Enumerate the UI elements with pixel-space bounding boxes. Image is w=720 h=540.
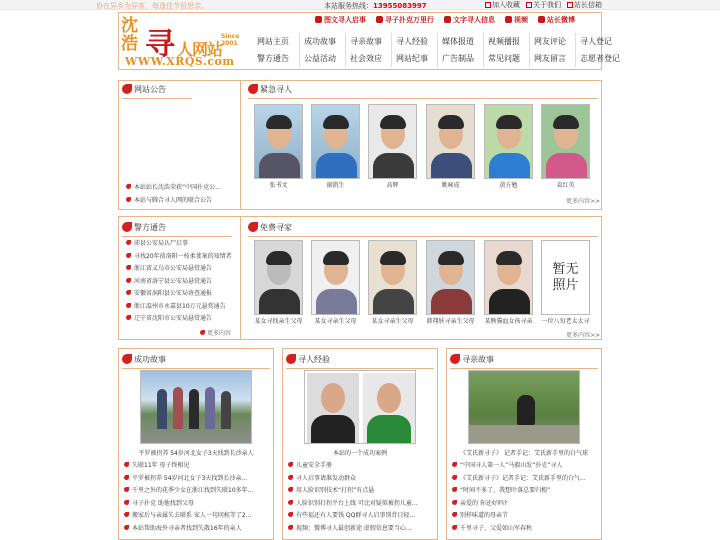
police-title-text: 警方通告 bbox=[134, 223, 166, 232]
free-person[interactable] bbox=[254, 240, 303, 325]
police-title bbox=[122, 222, 166, 233]
nav-column bbox=[391, 33, 437, 67]
family-item-text: 别样味道的母亲节 bbox=[460, 512, 509, 519]
nav-police[interactable]: 警方通告 bbox=[257, 54, 289, 63]
quick-link-weibo[interactable] bbox=[538, 15, 575, 25]
quick-link-poker[interactable] bbox=[376, 15, 434, 25]
photo-body bbox=[489, 289, 530, 315]
success-item-text: 搬家后与亲属失去联系 家人一句问候等了2... bbox=[132, 512, 252, 519]
experience-item[interactable] bbox=[288, 498, 434, 511]
logo-since: Since 2001 bbox=[221, 33, 240, 47]
person-name: 某女寻亲生父母 bbox=[371, 318, 414, 325]
bullet-icon bbox=[124, 475, 129, 480]
logo-name: 沈浩 bbox=[121, 16, 138, 54]
photo-figure bbox=[173, 387, 183, 429]
title-underline bbox=[122, 98, 192, 99]
person-photo bbox=[484, 104, 533, 179]
free-person[interactable] bbox=[541, 240, 590, 325]
section-icon bbox=[122, 222, 132, 232]
photo-body bbox=[431, 289, 472, 315]
bullet-icon bbox=[452, 462, 457, 467]
person-photo bbox=[541, 104, 590, 179]
nav-column bbox=[345, 33, 391, 67]
family-item[interactable] bbox=[452, 523, 598, 536]
family-photo[interactable] bbox=[468, 370, 580, 444]
notice-item-text: 本站站长沈浩荣获“中国扑克公... bbox=[134, 184, 221, 191]
photo-figure bbox=[221, 391, 231, 429]
divider bbox=[240, 80, 241, 210]
person-photo bbox=[254, 240, 303, 315]
title-underline bbox=[122, 368, 270, 369]
police-item-text: 辽宁省沈阳市公安局悬赏通告 bbox=[134, 315, 213, 322]
weibo-icon bbox=[538, 16, 545, 23]
photo-body bbox=[489, 153, 530, 179]
nav-faq[interactable]: 常见问题 bbox=[488, 54, 520, 63]
photo-before bbox=[307, 373, 359, 443]
police-item[interactable] bbox=[126, 313, 238, 326]
person-name: 姚咏成 bbox=[441, 182, 460, 189]
police-item-text: 安徽省涡阳县公安局协查通报 bbox=[134, 290, 213, 297]
title-underline bbox=[450, 368, 598, 369]
experience-item-text: 视频：微博寻人最创新途 虚假信息要当心... bbox=[296, 524, 412, 532]
person-name: 张书文 bbox=[269, 182, 288, 189]
top-bar bbox=[0, 0, 720, 10]
photo-figure bbox=[205, 387, 215, 429]
person-name: 某女寻亲生父母 bbox=[314, 318, 357, 325]
nav-success[interactable]: 成功故事 bbox=[304, 37, 336, 46]
mailbox-link[interactable] bbox=[567, 0, 602, 10]
person-photo bbox=[368, 104, 417, 179]
family-caption[interactable]: 《艾氏新寻子》 记者手记：艾氏新手里的白气球 bbox=[460, 450, 588, 457]
police-item-text: 沛县公安局认尸启事 bbox=[134, 240, 189, 247]
photo-body bbox=[431, 153, 472, 179]
police-item[interactable] bbox=[126, 301, 238, 314]
nav-media[interactable]: 媒体报道 bbox=[442, 37, 474, 46]
person-photo bbox=[368, 240, 417, 315]
person-photo bbox=[254, 104, 303, 179]
police-item[interactable] bbox=[126, 288, 238, 301]
photo-body bbox=[316, 153, 357, 179]
success-item[interactable] bbox=[124, 510, 270, 523]
photo-ground bbox=[469, 425, 580, 444]
police-item[interactable] bbox=[126, 263, 238, 276]
police-item[interactable] bbox=[126, 238, 238, 251]
free-person[interactable] bbox=[426, 240, 475, 325]
section-icon bbox=[122, 84, 132, 94]
family-item[interactable] bbox=[452, 460, 598, 473]
experience-caption[interactable]: 本站的一个成功案例 bbox=[332, 450, 387, 457]
logo-site-name: 人网站 bbox=[177, 40, 223, 59]
notice-title-text: 网站公告 bbox=[134, 85, 166, 94]
site-logo[interactable] bbox=[121, 15, 251, 69]
video-icon bbox=[505, 16, 512, 23]
top-links bbox=[485, 0, 602, 10]
experience-item-text: 用人脸识别技术“打拐”有点悬 bbox=[296, 487, 375, 494]
section-icon bbox=[450, 354, 460, 364]
police-more-label: 更多内容 bbox=[207, 330, 232, 337]
bullet-icon bbox=[124, 462, 129, 467]
nav-register[interactable]: 寻人登记 bbox=[580, 37, 612, 46]
experience-photo[interactable] bbox=[304, 370, 416, 444]
photo-figure bbox=[157, 389, 167, 429]
family-item[interactable] bbox=[452, 498, 598, 511]
nav-column bbox=[437, 33, 483, 67]
quick-link-video[interactable] bbox=[505, 15, 528, 25]
about-icon bbox=[526, 2, 532, 8]
photo-hair bbox=[496, 251, 522, 265]
photo-figure bbox=[189, 389, 199, 429]
success-item[interactable] bbox=[124, 485, 270, 498]
urgent-person[interactable] bbox=[426, 104, 475, 189]
family-item[interactable] bbox=[452, 473, 598, 486]
bullet-icon bbox=[126, 290, 131, 295]
bullet-icon bbox=[452, 475, 457, 480]
bullet-icon bbox=[126, 278, 131, 283]
person-name: 某熊猫血女孩寻亲 bbox=[484, 318, 533, 325]
photo-hair bbox=[266, 251, 292, 265]
urgent-person[interactable] bbox=[254, 104, 303, 189]
photo-after bbox=[363, 373, 415, 443]
bullet-icon bbox=[124, 487, 129, 492]
title-underline bbox=[122, 236, 232, 237]
bullet-icon bbox=[126, 303, 131, 308]
bullet-icon bbox=[126, 184, 131, 189]
experience-item[interactable] bbox=[288, 485, 434, 498]
divider bbox=[240, 216, 241, 340]
bullet-icon bbox=[124, 512, 129, 517]
free-more-link[interactable]: 更多内容>> bbox=[566, 332, 601, 339]
nav-video[interactable]: 视频播报 bbox=[488, 37, 520, 46]
police-item-text: 浙江省义乌市公安局悬赏通告 bbox=[134, 265, 213, 272]
photo-hair bbox=[496, 115, 522, 129]
nav-volunteer[interactable]: 志愿者登记 bbox=[580, 54, 620, 63]
nav-column bbox=[483, 33, 529, 67]
title-underline bbox=[248, 98, 598, 99]
main-nav bbox=[253, 33, 629, 67]
person-name: 韩翔妖寻亲生父母 bbox=[426, 318, 475, 325]
urgent-person[interactable] bbox=[541, 104, 590, 189]
nav-chronicle[interactable]: 网站纪事 bbox=[396, 54, 428, 63]
police-item[interactable] bbox=[126, 276, 238, 289]
experience-item[interactable] bbox=[288, 523, 434, 536]
badge-icon bbox=[376, 16, 383, 23]
success-photo[interactable] bbox=[140, 370, 252, 444]
free-person[interactable] bbox=[368, 240, 417, 325]
police-item-text: 河南省洛宁县公安局悬赏通告 bbox=[134, 277, 213, 285]
success-item-text: 千里之外的花季少女在浙江找到失联10多年... bbox=[132, 487, 254, 494]
success-title-text: 成功故事 bbox=[134, 355, 166, 364]
nav-home[interactable]: 网站主页 bbox=[257, 37, 289, 46]
photo-hair bbox=[323, 251, 349, 265]
bullet-icon bbox=[288, 500, 293, 505]
success-title bbox=[122, 354, 166, 365]
photo-face bbox=[321, 383, 345, 413]
bullet-icon bbox=[288, 525, 293, 530]
photo-body bbox=[311, 415, 355, 443]
bullet-icon bbox=[126, 265, 131, 270]
person-photo bbox=[426, 104, 475, 179]
no-photo-text: 暂无照片 bbox=[552, 261, 579, 293]
quick-link-label: 站长微博 bbox=[547, 16, 575, 24]
person-name: 一位八旬老太太寻 bbox=[541, 318, 590, 325]
bullet-icon bbox=[200, 330, 205, 335]
person-photo bbox=[484, 240, 533, 315]
family-item-text: 亲爱的 你还好吗? bbox=[460, 499, 508, 507]
photo-hair bbox=[266, 115, 292, 129]
notice-item[interactable] bbox=[126, 195, 238, 208]
no-photo-placeholder bbox=[541, 240, 590, 315]
bullet-icon bbox=[288, 475, 293, 480]
favorite-icon bbox=[485, 2, 491, 8]
bullet-icon bbox=[126, 240, 131, 245]
experience-item[interactable] bbox=[288, 460, 434, 473]
urgent-title bbox=[248, 84, 292, 95]
success-item-text: 失联11年 母子终相见 bbox=[132, 462, 190, 469]
urgent-person[interactable] bbox=[311, 104, 360, 189]
success-item[interactable] bbox=[124, 460, 270, 473]
hotline-label: 本站服务热线： bbox=[324, 2, 373, 10]
person-photo bbox=[311, 240, 360, 315]
quick-link-photo-notice[interactable] bbox=[315, 15, 366, 25]
police-item-text: 浙江温州市永嘉县10万元悬赏通告 bbox=[134, 302, 226, 310]
experience-item-text: 有些福还有人要钱 QQ群寻人启事别背目轻... bbox=[296, 512, 416, 519]
bullet-icon bbox=[126, 315, 131, 320]
police-item[interactable] bbox=[126, 251, 238, 264]
header bbox=[118, 12, 620, 70]
experience-item[interactable] bbox=[288, 473, 434, 486]
family-item[interactable] bbox=[452, 485, 598, 498]
family-item-text: 《艾氏新寻子》记者手记：艾氏新手里的白气... bbox=[460, 474, 586, 482]
section-icon bbox=[122, 354, 132, 364]
nav-column bbox=[575, 33, 629, 67]
nav-column bbox=[529, 33, 575, 67]
family-list bbox=[452, 460, 598, 535]
quick-link-label: 寻子扑克万里行 bbox=[385, 16, 434, 24]
section-icon bbox=[286, 354, 296, 364]
photo-hair bbox=[380, 115, 406, 129]
photo-hair bbox=[438, 251, 464, 265]
badge-icon bbox=[315, 16, 322, 23]
badge-icon bbox=[444, 16, 451, 23]
photo-hair bbox=[438, 115, 464, 129]
bullet-icon bbox=[124, 500, 129, 505]
free-person[interactable] bbox=[484, 240, 533, 325]
success-item-text: 本站帮助海外寻亲者找到失散16年的亲人 bbox=[132, 524, 242, 532]
mail-icon bbox=[567, 2, 573, 8]
add-favorite-label: 加入收藏 bbox=[492, 1, 520, 9]
photo-body bbox=[373, 153, 414, 179]
bullet-icon bbox=[124, 525, 129, 530]
experience-list bbox=[288, 460, 434, 535]
bullet-icon bbox=[452, 512, 457, 517]
quick-links bbox=[315, 15, 575, 25]
family-item-text: “中国寻人第一人”马毅山发“扑克”寻人 bbox=[460, 462, 563, 469]
free-title-text: 免费寻家 bbox=[260, 223, 292, 232]
quick-link-label: 图文寻人启事 bbox=[324, 16, 366, 24]
mailbox-label: 站长信箱 bbox=[574, 1, 602, 9]
family-item-text: “时间不多了，我想叶落总要归根” bbox=[460, 487, 551, 494]
section-icon bbox=[248, 222, 258, 232]
person-name: 黄方勉 bbox=[499, 182, 518, 189]
experience-item-text: 儿童安全手册 bbox=[296, 462, 333, 469]
free-person[interactable] bbox=[311, 240, 360, 325]
hotline bbox=[324, 1, 427, 11]
police-more-link[interactable] bbox=[200, 328, 231, 337]
experience-title-text: 寻人经验 bbox=[298, 355, 330, 364]
bullet-icon bbox=[452, 525, 457, 530]
experience-item[interactable] bbox=[288, 510, 434, 523]
person-name: 某女寻找亲生父母 bbox=[254, 318, 303, 325]
photo-hair bbox=[323, 115, 349, 129]
experience-item-text: 人脸识别打拐平台上线 可比对疑似被拐儿童... bbox=[296, 499, 418, 507]
success-caption[interactable]: 平罗被拐养 54岁河北女子3天找到长沙亲人 bbox=[138, 450, 254, 457]
success-item-text: 寻子扑克 助他找到父母 bbox=[132, 499, 194, 507]
urgent-person[interactable] bbox=[368, 104, 417, 189]
photo-hair bbox=[380, 251, 406, 265]
experience-item-text: 寻人启事请准发动群众 bbox=[296, 474, 357, 482]
bullet-icon bbox=[452, 487, 457, 492]
quick-link-text-info[interactable] bbox=[444, 15, 495, 25]
nav-charity[interactable]: 公益活动 bbox=[304, 54, 336, 63]
quick-link-label: 文字寻人信息 bbox=[453, 16, 495, 24]
nav-messages[interactable]: 网友留言 bbox=[534, 54, 566, 63]
urgent-person[interactable] bbox=[484, 104, 533, 189]
notice-item[interactable] bbox=[126, 182, 238, 195]
photo-hair bbox=[553, 115, 579, 129]
quick-link-label: 视频 bbox=[514, 16, 528, 24]
title-underline bbox=[286, 368, 434, 369]
person-name: 袁红英 bbox=[556, 182, 575, 189]
bullet-icon bbox=[288, 512, 293, 517]
add-favorite-link[interactable] bbox=[485, 0, 520, 10]
nav-column bbox=[253, 33, 299, 67]
photo-figure bbox=[517, 395, 535, 425]
bullet-icon bbox=[126, 253, 131, 258]
photo-body bbox=[259, 289, 300, 315]
success-item-text: 平罗被拐养 54岁河北女子3天找到长沙亲... bbox=[132, 474, 248, 482]
person-photo bbox=[426, 240, 475, 315]
photo-body bbox=[546, 153, 587, 179]
nav-comments[interactable]: 网友评论 bbox=[534, 37, 566, 46]
bullet-icon bbox=[452, 500, 457, 505]
about-label: 关于我们 bbox=[533, 1, 561, 9]
title-underline bbox=[248, 236, 598, 237]
police-list bbox=[126, 238, 238, 326]
family-item-text: 千里寻子，父爱如山军春秋 bbox=[460, 524, 533, 532]
success-item[interactable] bbox=[124, 473, 270, 486]
family-title bbox=[450, 354, 494, 365]
family-item[interactable] bbox=[452, 510, 598, 523]
success-list bbox=[124, 460, 270, 535]
bullet-icon bbox=[288, 487, 293, 492]
nav-ads[interactable]: 广告制品 bbox=[442, 54, 474, 63]
family-title-text: 寻亲故事 bbox=[462, 355, 494, 364]
bullet-icon bbox=[126, 197, 131, 202]
person-name: 高辉 bbox=[386, 182, 399, 189]
urgent-title-text: 紧急寻人 bbox=[260, 85, 292, 94]
hotline-number: 13955083997 bbox=[373, 2, 427, 10]
photo-body bbox=[367, 415, 411, 443]
photo-body bbox=[259, 153, 300, 179]
notice-item-text: 本站与腾合寻人网的联合公告 bbox=[134, 196, 213, 204]
nav-social[interactable]: 社会效应 bbox=[350, 54, 382, 63]
notice-title bbox=[122, 84, 166, 95]
notice-list bbox=[126, 182, 238, 207]
free-title bbox=[248, 222, 292, 233]
person-photo bbox=[311, 104, 360, 179]
logo-big-char: 寻 bbox=[145, 27, 175, 62]
section-icon bbox=[248, 84, 258, 94]
welcome-text: 协在异乡为异客，每逢佳节倍思亲。 bbox=[96, 2, 208, 10]
nav-experience[interactable]: 寻人经验 bbox=[396, 37, 428, 46]
nav-column bbox=[299, 33, 345, 67]
person-name: 谢凯生 bbox=[326, 182, 345, 189]
photo-body bbox=[373, 289, 414, 315]
police-item-text: 寻找20年前洛阳一枝柔荽案的知情者 bbox=[134, 252, 232, 260]
success-item[interactable] bbox=[124, 498, 270, 511]
experience-title bbox=[286, 354, 330, 365]
photo-face bbox=[377, 383, 401, 413]
bullet-icon bbox=[288, 462, 293, 467]
urgent-more-link[interactable]: 更多内容>> bbox=[566, 198, 601, 205]
success-item[interactable] bbox=[124, 523, 270, 536]
nav-family-stories[interactable]: 寻亲故事 bbox=[350, 37, 382, 46]
photo-body bbox=[316, 289, 357, 315]
logo-url: WWW.XRQS.com bbox=[125, 55, 235, 68]
about-link[interactable] bbox=[526, 0, 561, 10]
